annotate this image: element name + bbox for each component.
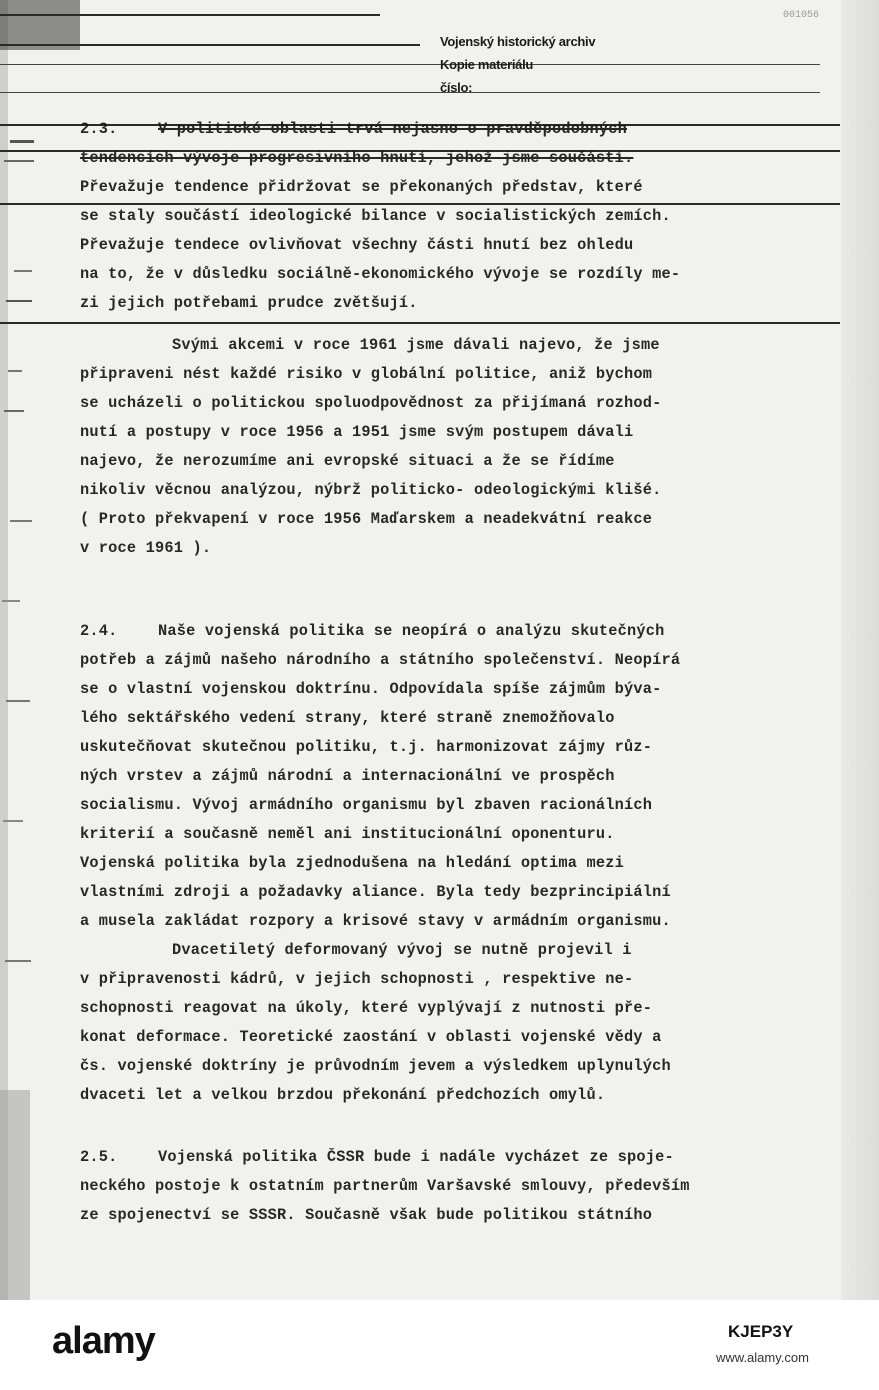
archive-stamp	[440, 30, 595, 99]
text-line: Vojenská politika byla zjednodušena na hledání optima mezi	[80, 854, 625, 872]
text-line: a musela zakládat rozpory a krisové stavy v armádním organismu.	[80, 912, 671, 930]
text-line: se staly součástí ideologické bilance v socialistických zemích.	[80, 207, 671, 225]
text-line: nikoliv věcnou analýzou, nýbrž politicko- odeologickými klišé.	[80, 481, 662, 499]
redaction-line	[0, 92, 820, 93]
section-number: 2.3.	[80, 120, 118, 138]
text-line: zi jejich potřebami prudce zvětšují.	[80, 294, 418, 312]
copy-label: Kopie materiálu	[440, 57, 534, 72]
archive-name: Vojenský historický archiv	[440, 34, 596, 49]
text-line: socialismu. Vývoj armádního organismu byl zbaven racionálních	[80, 796, 653, 814]
text-line: dvaceti let a velkou brzdou překonání předchozích omylů.	[80, 1086, 606, 1104]
text-line: najevo, že nerozumíme ani evropské situaci a že se řídíme	[80, 452, 615, 470]
text-line: na to, že v důsledku sociálně-ekonomického vývoje se rozdíly me-	[80, 265, 681, 283]
text-line: Svými akcemi v roce 1961 jsme dávali najevo, že jsme	[172, 336, 660, 354]
text-line: 2.3. V politické oblasti trvá nejasno o pravděpodobných	[80, 115, 800, 144]
section-number: 2.5.	[80, 1148, 118, 1166]
text-line: uskutečňovat skutečnou politiku, t.j. harmonizovat zájmy růz-	[80, 738, 653, 756]
text-line: potřeb a zájmů našeho národního a státního společenství. Neopírá	[80, 651, 681, 669]
text-line: vlastními zdroji a požadavky aliance. Byla tedy bezprincipiální	[80, 883, 671, 901]
text-line: čs. vojenské doktríny je průvodním jevem a výsledkem uplynulých	[80, 1057, 671, 1075]
number-label: číslo:	[440, 80, 473, 95]
scan-edge-noise	[0, 0, 80, 1300]
section-2-4	[80, 617, 800, 936]
section-2-4-continued	[80, 936, 800, 1110]
text-line: 2.5. Vojenská politika ČSSR bude i nadále vycházet ze spoje-	[80, 1143, 800, 1172]
redaction-line	[0, 14, 380, 16]
scan-right-edge	[841, 0, 879, 1300]
section-2-5	[80, 1143, 800, 1230]
stock-photo-footer	[0, 1300, 879, 1390]
text-line: se ucházeli o politickou spoluodpovědnost za přijímaná rozhod-	[80, 394, 662, 412]
text-line: v připravenosti kádrů, v jejich schopnosti , respektive ne-	[80, 970, 634, 988]
text-line: nutí a postupy v roce 1956 a 1951 jsme svým postupem dávali	[80, 423, 634, 441]
alamy-logo: alamy	[52, 1320, 155, 1362]
redaction-line	[0, 64, 820, 65]
text-line: schopnosti reagovat na úkoly, které vyplývají z nutnosti pře-	[80, 999, 653, 1017]
text-line: neckého postoje k ostatním partnerům Varšavské smlouvy, především	[80, 1177, 690, 1195]
text-line: ( Proto překvapení v roce 1956 Maďarskem a neadekvátní reakce	[80, 510, 653, 528]
section-2-3	[80, 115, 800, 318]
text-line: kriterií a současně neměl ani institucionální oponenturu.	[80, 825, 615, 843]
text-line: konat deformace. Teoretické zaostání v oblasti vojenské vědy a	[80, 1028, 662, 1046]
section-number: 2.4.	[80, 622, 118, 640]
redaction-line	[0, 322, 840, 324]
site-url: www.alamy.com	[716, 1350, 809, 1365]
image-id: KJEP3Y	[728, 1322, 794, 1341]
text-line: Převažuje tendece ovlivňovat všechny části hnutí bez ohledu	[80, 236, 634, 254]
redaction-line	[0, 44, 420, 46]
text-line: v roce 1961 ).	[80, 539, 212, 557]
text-line: připraveni nést každé risiko v globální politice, aniž bychom	[80, 365, 653, 383]
text-line: ze spojenectví se SSSR. Současně však bude politikou státního	[80, 1206, 653, 1224]
text-line: Dvacetiletý deformovaný vývoj se nutně projevil i	[172, 941, 632, 959]
section-2-3-continued	[80, 331, 800, 563]
text-line: ných vrstev a zájmů národní a internacionální ve prospěch	[80, 767, 615, 785]
text-line: tendencích vývoje progresivního hnutí, jehož jsme součástí.	[80, 149, 634, 167]
text-line: lého sektářského vedení strany, které straně znemožňovalo	[80, 709, 615, 727]
archive-reference-number: 001056	[782, 10, 819, 21]
text-line: Převažuje tendence přidržovat se překonaných představ, které	[80, 178, 643, 196]
text-line: se o vlastní vojenskou doktrínu. Odpovídala spíše zájmům býva-	[80, 680, 662, 698]
text-line: 2.4. Naše vojenská politika se neopírá o analýzu skutečných	[80, 617, 800, 646]
